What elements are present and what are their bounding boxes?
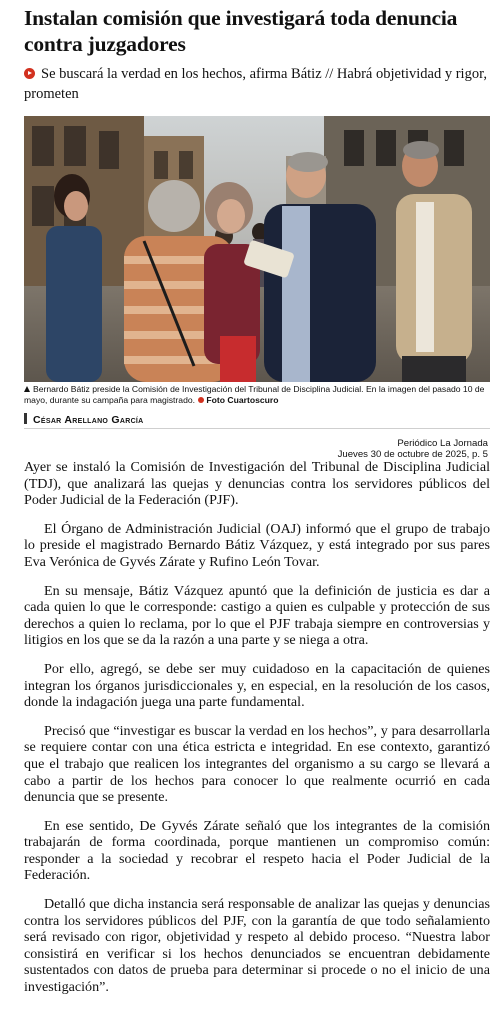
- byline-bar: [24, 413, 27, 424]
- photo-credit: Foto Cuartoscuro: [206, 395, 279, 405]
- paragraph: Ayer se instaló la Comisión de Investigación del Tribunal de Disciplina Judicial (TDJ), que analizará las quejas y denuncias contra los servidores públicos del Poder Judicial de la Federación (PJF).: [24, 459, 490, 509]
- credit-dot-icon: [198, 397, 204, 403]
- article-photo: [24, 116, 490, 382]
- bullet-arrow-icon: [24, 68, 35, 79]
- paragraph: En ese sentido, De Gyvés Zárate señaló que los integrantes de la comisión trabajarán de forma coordinada, porque mantienen un compromiso común: responder a la sociedad y recobrar el respeto hacia el Poder Judicial de la Federación.: [24, 817, 490, 884]
- article-headline: Instalan comisión que investigará toda denuncia contra juzgadores: [24, 6, 458, 56]
- article-body: [24, 459, 490, 1008]
- byline-author: César Arellano García: [33, 414, 144, 426]
- subhead-text: Se buscará la verdad en los hechos, afirma Bátiz // Habrá objetividad y rigor, prometen: [24, 66, 487, 102]
- triangle-up-icon: [24, 386, 30, 392]
- photo-caption: [24, 384, 492, 406]
- paragraph: Precisó que “investigar es buscar la verdad en los hechos”, y para desarrollarla se requiere contar con una ética estricta e integridad. En ese contexto, garantizó que el trabajo que realicen los integrantes del organismo a su cargo se llevará a cabo a partir de los hechos para conocer lo que realmente ocurrió en cada denuncia que se presente.: [24, 722, 490, 806]
- source-date: Jueves 30 de octubre de 2025, p. 5: [337, 449, 488, 460]
- byline: [24, 412, 490, 429]
- paragraph: El Órgano de Administración Judicial (OAJ) informó que el grupo de trabajo lo preside el magistrado Bernardo Bátiz Vázquez, y está integrado por sus pares Eva Verónica de Gyvés Zárate y Rufino León Tovar.: [24, 520, 490, 570]
- paragraph: En su mensaje, Bátiz Vázquez apuntó que la definición de justicia es dar a cada quien lo que le corresponde: castigo a quien es culpable y protección de sus derechos a quien lo reclama, por lo que el PJF trabaja siempre en controversias y litigios en los que se da la razón a una parte y se niega a otra.: [24, 582, 490, 649]
- paragraph: Detalló que dicha instancia será responsable de analizar las quejas y denuncias contra los servidores públicos del PJF, con la garantía de que todo señalamiento será revisado con rigor, objetividad y respeto al debido proceso. “Nuestra labor consistirá en verificar si los hechos denunciados se encuentran debidamente sustentados con datos de prueba para determinar si procede o no el inicio de una investigación”.: [24, 896, 490, 996]
- article-subhead: [24, 64, 494, 104]
- caption-text: Bernardo Bátiz preside la Comisión de Investigación del Tribunal de Disciplina Judicial. En la imagen del pasado 10 de mayo, durante su campaña para magistrado.: [24, 384, 485, 405]
- source-info: [338, 438, 488, 460]
- paragraph: Por ello, agregó, se debe ser muy cuidadoso en la capacitación de quienes integran los órganos jurisdiccionales y, en especial, en la resolución de los casos, donde la indagación juega una parte fundamental.: [24, 660, 490, 711]
- source-name: Periódico La Jornada: [397, 438, 488, 449]
